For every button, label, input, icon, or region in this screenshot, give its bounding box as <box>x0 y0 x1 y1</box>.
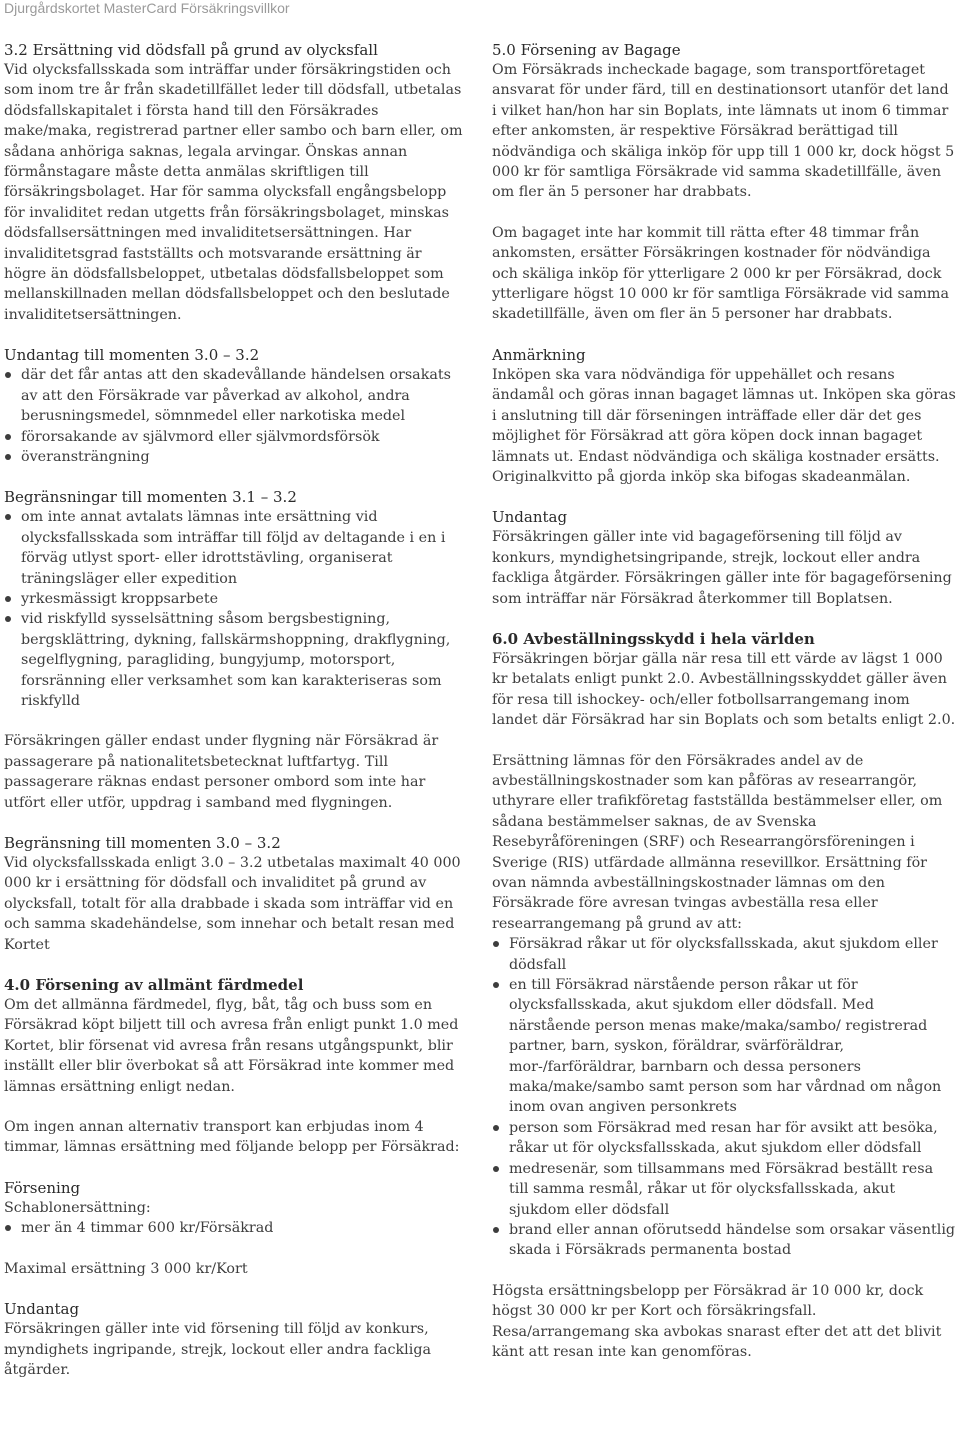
section-6-0 <box>492 629 956 1362</box>
bullet-list <box>4 1218 468 1238</box>
section-undantag-4-0 <box>4 1299 468 1380</box>
section-5-0 <box>492 40 956 325</box>
right-column <box>492 40 956 1362</box>
section-body: Försäkringen börjar gälla när resa till ett värde av lägst 1 000 kr betalats enligt punkt 2.0. Avbeställningsskyddet gäller även för resa till ishockey- och/eller fotbollsarrangemang inom landet där Försäkrad har sin Boplats och som betalts enligt 2.0. <box>492 650 956 729</box>
section-heading: Begränsning till momenten 3.0 – 3.2 <box>4 834 281 852</box>
section-heading: 5.0 Försening av Bagage <box>492 41 681 59</box>
subheading: Schablonersättning: <box>4 1199 151 1216</box>
bullet-icon <box>5 514 11 520</box>
section-body: Om Försäkrads incheckade bagage, som transportföretaget ansvarat för under färd, till en destinationsort utanför det land i vilket han/hon har sin Boplats, inte lämnats ut inom 6 timmar efter ankomsten, är respektive Försäkrad berättigad till nödvändiga och skäliga inköp för upp till 1 000 kr, dock högst 5 000 kr för samtliga Försäkrade vid samma skadetillfälle, även om fler än 5 personer har drabbats. <box>492 62 955 201</box>
section-undantag-5-0 <box>492 507 956 609</box>
section-body: Försäkringen gäller inte vid försening till följd av konkurs, myndighets ingripande, strejk, lockout eller andra fackliga åtgärder. <box>4 1321 431 1378</box>
bullet-icon <box>5 454 11 460</box>
bullet-icon <box>493 1227 499 1233</box>
bullet-icon <box>5 434 11 440</box>
list-item: brand eller annan oförutsedd händelse som orsakar väsentlig skada i Försäkrads permanenta bostad <box>492 1220 956 1261</box>
flight-paragraph: Försäkringen gäller endast under flygning när Försäkrad är passagerare på nationalitetsbetecknat luftfartyg. Till passagerare räknas endast personer ombord som inte har utfört eller utför, uppdrag i samband med flygningen. <box>4 733 439 811</box>
running-header: Djurgårdskortet MasterCard Försäkringsvillkor <box>4 0 290 16</box>
bullet-icon <box>493 982 499 988</box>
section-heading: 4.0 Försening av allmänt färdmedel <box>4 976 304 995</box>
list-item: Försäkrad råkar ut för olycksfallsskada, akut sjukdom eller dödsfall <box>492 934 956 975</box>
bullet-icon <box>493 1125 499 1131</box>
section-body: Om det allmänna färdmedel, flyg, båt, tåg och buss som en Försäkrad köpt biljett till och avresa från enligt punkt 1.0 med Kortet, blir försenat vid avresa från resans utgångspunkt, blir inställt eller blir överbokat så att Försäkrad inte kommer med lämnas ersättning enligt nedan. <box>4 997 459 1095</box>
bullet-icon <box>5 616 11 622</box>
bullet-list <box>492 934 956 1261</box>
section-body: Vid olycksfallsskada som inträffar under försäkringstiden och som inom tre år från skadetillfället leder till dödsfall, utbetalas dödsfallskapitalet i första hand till den Försäkrades make/maka, registrerad partner eller sambo och barn eller, om sådana anhöriga saknas, legala arvingar. Önskas annan förmånstagare måste detta anmälas skriftligen till försäkringsbolaget. Har för samma olycksfall engångsbelopp för invaliditet redan utgetts från försäkringsbolaget, minskas dödsfallsersättningen med invaliditetsersättningen. Har invaliditetsgrad fastställts och motsvarande ersättning är högre än dödsfallsbeloppet, utbetalas dödsfallsbeloppet som mellanskillnaden mellan dödsfallsbeloppet och den beslutade invaliditetsersättningen. <box>4 62 463 323</box>
bullet-icon <box>5 1225 11 1231</box>
list-item: överansträngning <box>4 447 468 467</box>
bullet-icon <box>5 372 11 378</box>
section-anmarkning <box>492 345 956 487</box>
section-body: Om bagaget inte har kommit till rätta efter 48 timmar från ankomsten, ersätter Försäkringen kostnader för nödvändiga och skäliga inköp för ytterligare 2 000 kr per Försäkrad, dock ytterligare högst 10 000 kr för samtliga Försäkrade vid samma skadetillfälle, även om fler än 5 personer har drabbats. <box>492 224 949 323</box>
list-item: medresenär, som tillsammans med Försäkrad beställt resa till samma resmål, råkar ut för olycksfallsskada, akut sjukdom eller dödsfall <box>492 1159 956 1220</box>
bullet-icon <box>5 596 11 602</box>
bullet-list <box>4 365 468 467</box>
section-heading: Undantag <box>492 508 568 527</box>
section-body: Om ingen annan alternativ transport kan erbjudas inom 4 timmar, lämnas ersättning med följande belopp per Försäkrad: <box>4 1119 460 1156</box>
section-heading: 6.0 Avbeställningsskydd i hela världen <box>492 629 815 648</box>
list-item: om inte annat avtalats lämnas inte ersättning vid olycksfallsskada som inträffar till följd av deltagande i en i förväg utlyst sport- eller idrottstävling, organiserat träningsläger eller expedition <box>4 507 468 589</box>
section-heading: 3.2 Ersättning vid dödsfall på grund av olycksfall <box>4 41 378 59</box>
section-undantag-3-0-3-2 <box>4 345 468 467</box>
left-column <box>4 40 468 1380</box>
list-item: person som Försäkrad med resan har för avsikt att besöka, råkar ut för olycksfallsskada, akut sjukdom eller dödsfall <box>492 1118 956 1159</box>
section-heading: Försening <box>4 1178 81 1197</box>
list-item: förorsakande av självmord eller självmordsförsök <box>4 427 468 447</box>
bullet-list <box>4 507 468 711</box>
bullet-icon <box>493 941 499 947</box>
section-heading: Begränsningar till momenten 3.1 – 3.2 <box>4 488 297 507</box>
section-heading: Undantag <box>4 1300 80 1319</box>
section-begransning-3-0-3-2 <box>4 833 468 955</box>
list-item: vid riskfylld sysselsättning såsom bergsbestigning, bergsklättring, dykning, fallskärmshoppning, drakflygning, segelflygning, paragliding, bungyjump, motorsport, forsränning eller verksamhet som kan karakteriseras som riskfylld <box>4 609 468 711</box>
bullet-icon <box>493 1166 499 1172</box>
max-compensation: Maximal ersättning 3 000 kr/Kort <box>4 1260 248 1277</box>
list-item: mer än 4 timmar 600 kr/Försäkrad <box>4 1218 468 1238</box>
section-body: Försäkringen gäller inte vid bagageförsening till följd av konkurs, myndighetsingripande, strejk, lockout eller andra fackliga åtgärder. Försäkringen gäller inte för bagageförsening som inträffar när Försäkrad återkommer till Boplatsen. <box>492 529 952 607</box>
list-item: en till Försäkrad närstående person råkar ut för olycksfallsskada, akut sjukdom eller dödsfall. Med närstående person menas make/maka/sambo/ registrerad partner, barn, syskon, föräldrar, svärföräldrar, mor-/farföräldrar, barnbarn och dessa personers maka/make/sambo samt person som har vårdnad om någon inom ovan angiven personkrets <box>492 975 956 1118</box>
section-body: Ersättning lämnas för den Försäkrades andel av de avbeställningskostnader som kan påföras av researrangör, uthyrare eller trafikföretag fastställda bestämmelser eller, om sådana bestämmelser saknas, de av Svenska Resebyråföreningen (SRF) och Researrangörsföreningen i Sverige (RIS) utfärdade allmänna resevillkor. Ersättning för ovan nämnda avbeställningskostnader lämnas om den Försäkrade före avresan tvingas avbeställa resa eller researrangemang på grund av att: <box>492 752 943 932</box>
section-body: Vid olycksfallsskada enligt 3.0 – 3.2 utbetalas maximalt 40 000 000 kr i ersättning för dödsfall och invaliditet på grund av olycksfall, totalt för alla drabbade i skada som inträffar vid en och samma skadehändelse, som innehar och betalt resan med Kortet <box>4 855 461 953</box>
list-item: där det får antas att den skadevållande händelsen orsakats av att den Försäkrade var påverkad av alkohol, andra berusningsmedel, sömnmedel eller narkotiska medel <box>4 365 468 426</box>
section-3-2 <box>4 40 468 325</box>
section-4-0 <box>4 975 468 1158</box>
section-begransningar-3-1-3-2 <box>4 487 468 813</box>
section-body: Högsta ersättningsbelopp per Försäkrad är 10 000 kr, dock högst 30 000 kr per Kort och försäkringsfall. Resa/arrangemang ska avbokas snarast efter det att det blivit känt att resan inte kan genomföras. <box>492 1282 942 1360</box>
section-heading: Undantag till momenten 3.0 – 3.2 <box>4 346 260 365</box>
section-forsening <box>4 1178 468 1279</box>
section-heading: Anmärkning <box>492 345 586 364</box>
section-body: Inköpen ska vara nödvändiga för uppehället och resans ändamål och göras innan bagaget lämnas ut. Inköpen ska göras i anslutning till där förseningen inträffade eller där det ges möjlighet för Försäkrad att göra köpen dock innan bagaget lämnats ut. Endast nödvändiga och skäliga kostnader ersätts. Originalkvitto på gjorda inköp ska bifogas skadeanmälan. <box>492 366 956 485</box>
list-item: yrkesmässigt kroppsarbete <box>4 589 468 609</box>
